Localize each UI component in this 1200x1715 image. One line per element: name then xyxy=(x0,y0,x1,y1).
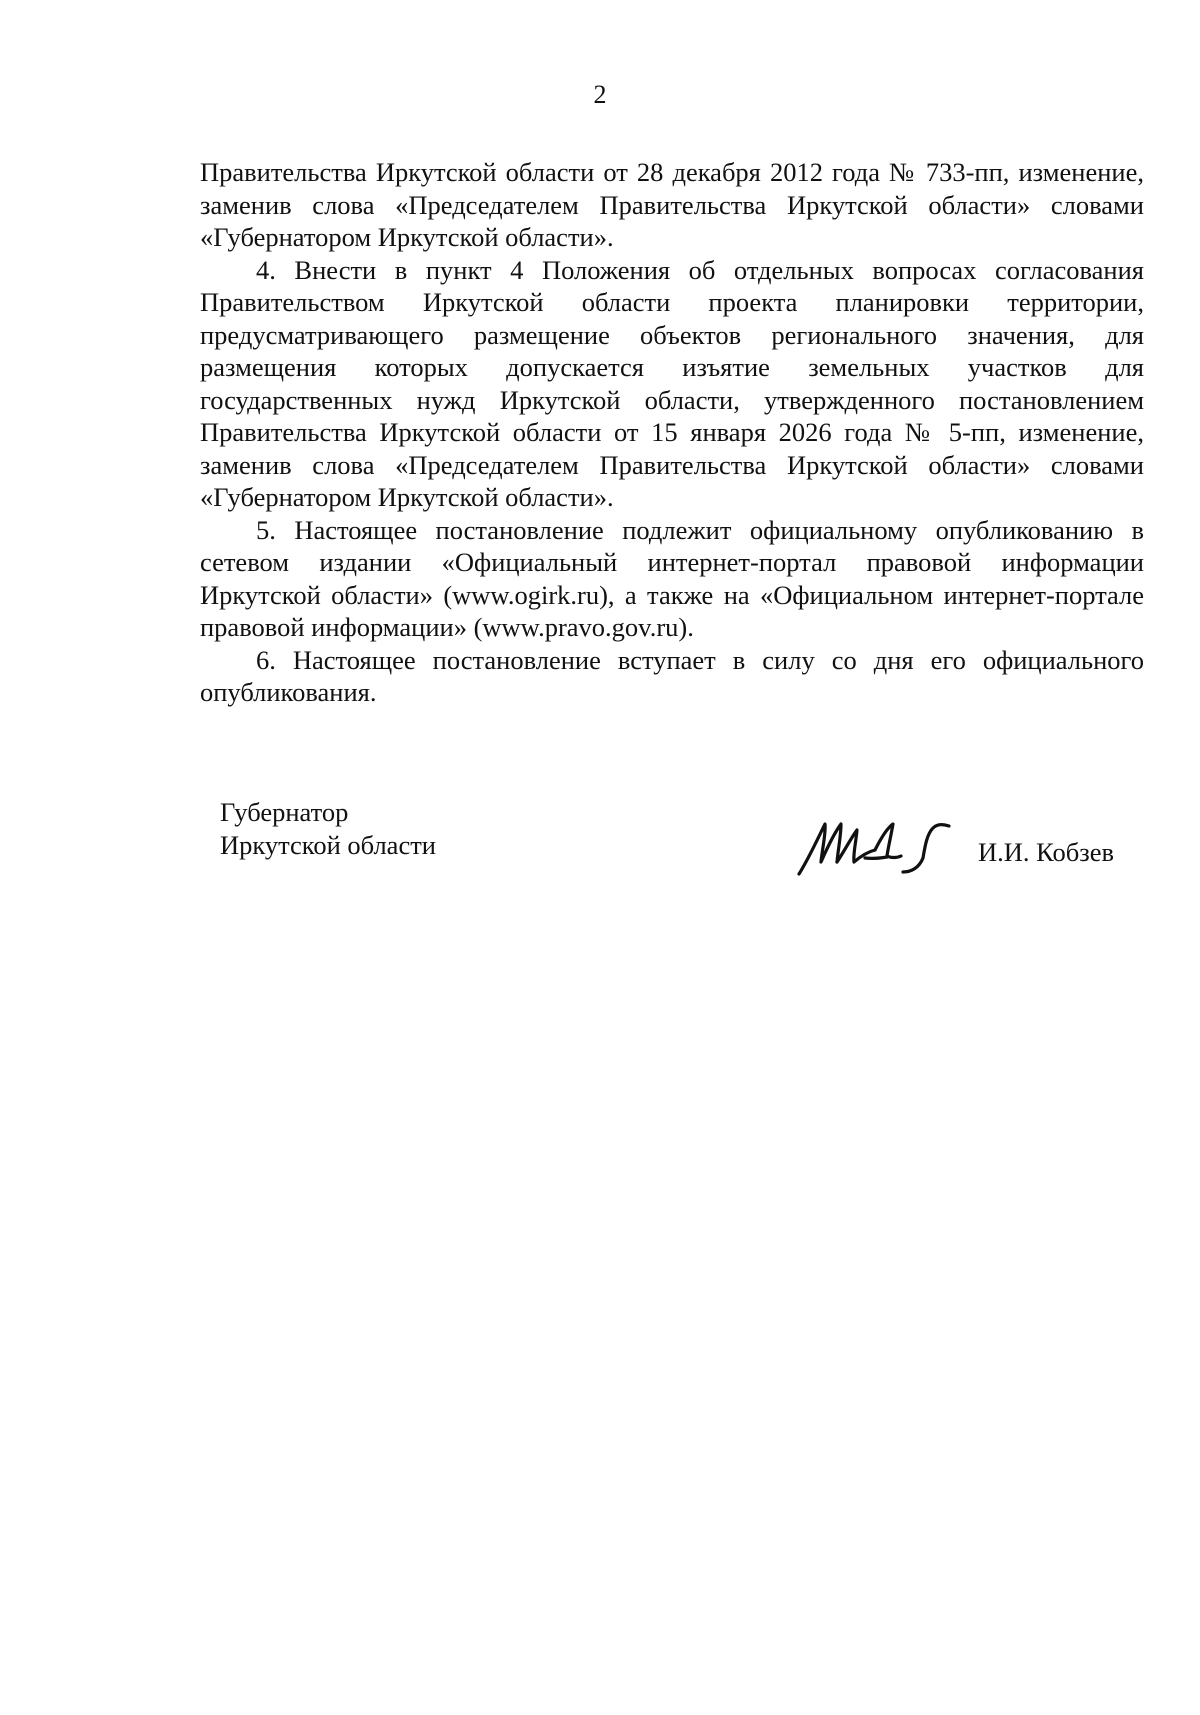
signatory-title-line-2: Иркутской области xyxy=(220,830,436,860)
document-body xyxy=(200,156,1144,709)
signatory-name: И.И. Кобзев xyxy=(978,837,1114,867)
signatory-title xyxy=(220,796,436,862)
page-number: 2 xyxy=(593,80,607,109)
paragraph-item-6: 6. Настоящее постановление вступает в силу со дня его официального опубликования. xyxy=(200,644,1144,707)
paragraph-continuation: Правительства Иркутской области от 28 декабря 2012 года № 733-пп, изменение, заменив слова «Председателем Правительства Иркутской области» словами «Губернатором Иркутской области». xyxy=(200,157,1144,252)
paragraph-item-4: 4. Внести в пункт 4 Положения об отдельных вопросах согласования Правительством Иркутской области проекта планировки территории, предусматривающего размещение объектов регионального значения, для размещения которых допускается изъятие земельных участков для государственных нужд Иркутской области, утвержденного постановлением Правительства Иркутской области от 15 января 2026 года № 5-пп, изменение, заменив слова «Председателем Правительства Иркутской области» словами «Губернатором Иркутской области». xyxy=(200,254,1144,512)
paragraph-item-5: 5. Настоящее постановление подлежит официальному опубликованию в сетевом издании «Официальный интернет-портал правовой информации Иркутской области» (www.ogirk.ru), а также на «Официальном интернет-портале правовой информации» (www.pravo.gov.ru). xyxy=(200,514,1144,642)
handwritten-signature xyxy=(795,812,955,892)
signatory-title-line-1: Губернатор xyxy=(220,797,349,827)
